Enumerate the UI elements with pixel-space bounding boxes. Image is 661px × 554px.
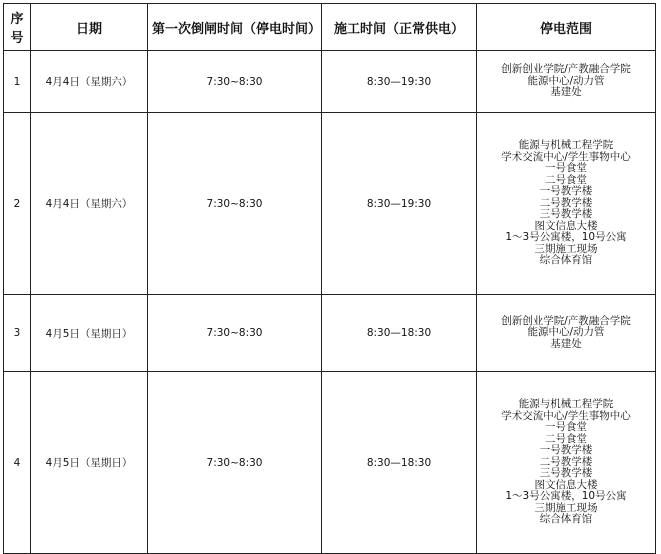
scope-item: 二号教学楼 [539, 455, 593, 468]
table-row [4, 51, 656, 113]
table-row [4, 372, 656, 554]
cell-scope [477, 113, 656, 295]
scope-item: 图文信息大楼 [534, 478, 598, 491]
cell-first-switch: 7:30~8:30 [148, 51, 322, 113]
table-row [4, 113, 656, 295]
cell-scope [477, 372, 656, 554]
scope-item: 二号教学楼 [539, 196, 593, 209]
cell-index: 3 [4, 295, 31, 372]
scope-item: 一号食堂 [545, 421, 587, 434]
scope-item: 一号教学楼 [539, 444, 593, 457]
scope-item: 一号教学楼 [539, 185, 593, 198]
header-date: 日期 [31, 4, 148, 51]
cell-construction: 8:30—19:30 [322, 51, 477, 113]
scope-item: 创新创业学院/产教融合学院 [501, 314, 631, 327]
cell-date: 4月5日（星期日） [31, 372, 148, 554]
cell-first-switch: 7:30~8:30 [148, 113, 322, 295]
scope-item: 综合体育馆 [539, 254, 593, 267]
cell-date: 4月4日（星期六） [31, 113, 148, 295]
cell-scope [477, 295, 656, 372]
scope-item: 1～3号公寓楼，10号公寓 [505, 231, 627, 244]
scope-item: 能源与机械工程学院 [518, 398, 614, 411]
cell-date: 4月5日（星期日） [31, 295, 148, 372]
table-row [4, 295, 656, 372]
cell-first-switch: 7:30~8:30 [148, 372, 322, 554]
scope-item: 能源中心/动力管 [527, 74, 605, 87]
scope-item: 能源中心/动力管 [527, 326, 605, 339]
scope-item: 二号食堂 [545, 432, 587, 445]
cell-index: 1 [4, 51, 31, 113]
cell-construction: 8:30—18:30 [322, 372, 477, 554]
cell-index: 4 [4, 372, 31, 554]
scope-item: 综合体育馆 [539, 513, 593, 526]
cell-first-switch: 7:30~8:30 [148, 295, 322, 372]
cell-scope [477, 51, 656, 113]
scope-item: 一号食堂 [545, 162, 587, 175]
scope-item: 1～3号公寓楼，10号公寓 [505, 490, 627, 503]
header-index: 序号 [4, 4, 31, 51]
scope-item: 创新创业学院/产教融合学院 [501, 63, 631, 76]
scope-item: 三号教学楼 [539, 208, 593, 221]
power-outage-table [3, 3, 656, 554]
cell-construction: 8:30—18:30 [322, 295, 477, 372]
header-first-switch: 第一次倒闸时间（停电时间） [148, 4, 322, 51]
scope-item: 学术交流中心/学生事物中心 [501, 150, 631, 163]
scope-item: 学术交流中心/学生事物中心 [501, 409, 631, 422]
scope-item: 基建处 [550, 337, 582, 350]
scope-item: 基建处 [550, 86, 582, 99]
scope-item: 三号教学楼 [539, 467, 593, 480]
cell-construction: 8:30—19:30 [322, 113, 477, 295]
cell-date: 4月4日（星期六） [31, 51, 148, 113]
scope-item: 图文信息大楼 [534, 219, 598, 232]
scope-item: 三期施工现场 [534, 501, 598, 514]
scope-item: 二号食堂 [545, 173, 587, 186]
scope-item: 能源与机械工程学院 [518, 139, 614, 152]
header-row [4, 4, 656, 51]
header-construction: 施工时间（正常供电） [322, 4, 477, 51]
cell-index: 2 [4, 113, 31, 295]
scope-item: 三期施工现场 [534, 242, 598, 255]
header-scope: 停电范围 [477, 4, 656, 51]
